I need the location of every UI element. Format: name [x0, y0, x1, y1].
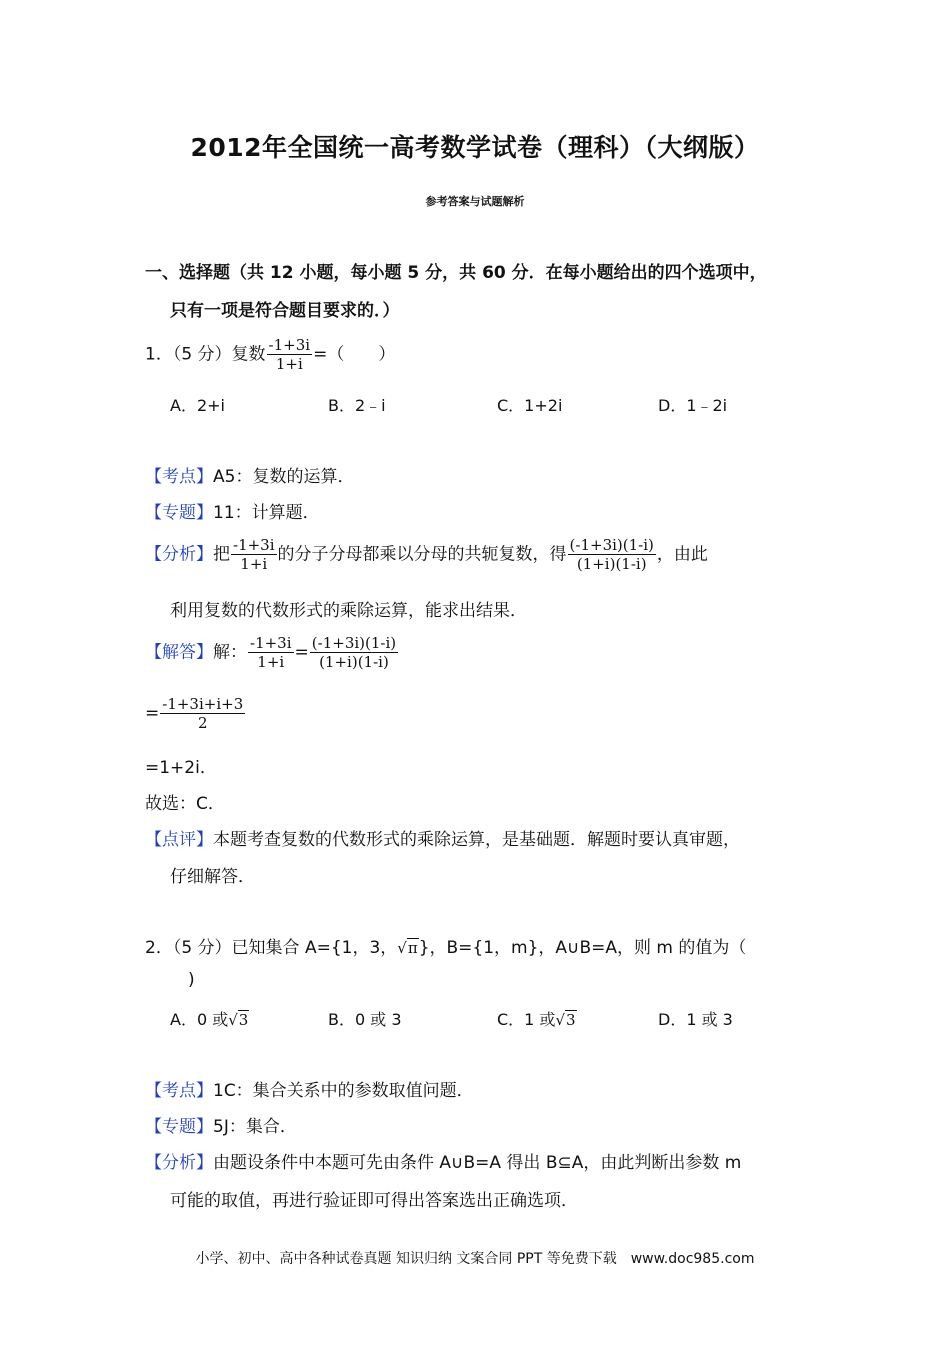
fraction-numerator: -1+3i: [250, 634, 292, 652]
fraction-denominator: 1+i: [240, 555, 268, 573]
fraction-denominator: 1+i: [275, 355, 303, 373]
dianping-tag: 【点评】: [145, 830, 213, 850]
q1-fenxi: [145, 536, 708, 573]
question-1-fraction: [267, 336, 313, 373]
fraction-numerator: -1+3i: [268, 336, 311, 354]
section-heading-line2: 只有一项是符合题目要求的．）: [170, 301, 400, 321]
q1-fenxi-line2: 利用复数的代数形式的乘除运算，能求出结果．: [170, 601, 527, 621]
q1-step-2: [145, 695, 246, 732]
question-2: [145, 933, 746, 958]
fraction-numerator: (-1+3i)(1-i): [569, 536, 654, 554]
fenxi-text-b: 的分子分母都乘以分母的共轭复数，得: [277, 544, 567, 565]
sqrt-3: √3: [228, 1011, 249, 1029]
q2-kaodian: [145, 1076, 474, 1101]
jieda-fraction-2: [310, 634, 398, 671]
q1-zhuanti: [145, 498, 320, 523]
jieda-fraction-1: [248, 634, 294, 671]
question-2-middle: }，B={1，m}，A∪B=A，则 m 的值为（: [418, 938, 747, 958]
sqrt-3: √3: [555, 1011, 576, 1029]
question-2-line2: ): [188, 970, 195, 990]
zhuanti-tag: 【专题】: [145, 503, 213, 523]
fenxi-fraction-1: [231, 536, 277, 573]
kaodian-text: 1C：集合关系中的参数取值问题．: [213, 1081, 474, 1101]
fraction-denominator: 1+i: [257, 653, 285, 671]
q1-step-3: =1+2i．: [145, 758, 217, 778]
zhuanti-tag: 【专题】: [145, 1117, 213, 1137]
q2-fenxi-line2: 可能的取值，再进行验证即可得出答案选出正确选项．: [170, 1191, 578, 1211]
q1-option-a: A．2+i: [170, 396, 225, 415]
q1-dianping: [145, 825, 740, 850]
option-a-text: A．0 或: [170, 1010, 229, 1029]
fraction-denominator: (1+i)(1-i): [319, 653, 389, 671]
fenxi-text: 由题设条件中本题可先由条件 A∪B=A 得出 B⊆A，由此判断出参数 m: [213, 1153, 742, 1173]
fraction-numerator: -1+3i: [233, 536, 275, 554]
page-title: 2012年全国统一高考数学试卷（理科）（大纲版）: [190, 133, 760, 162]
step-2-fraction: [160, 695, 245, 732]
question-2-prefix: 2．（5 分）已知集合 A={1，3，: [145, 938, 398, 958]
q2-fenxi: [145, 1148, 741, 1173]
question-1: [145, 336, 395, 373]
fenxi-text-c: ，由此: [656, 544, 708, 565]
fraction-denominator: (1+i)(1-i): [576, 555, 647, 573]
q1-answer: 故选：C．: [145, 794, 225, 814]
jieda-tag: 【解答】: [145, 642, 213, 663]
kaodian-text: A5：复数的运算．: [213, 467, 355, 487]
zhuanti-text: 11：计算题．: [213, 503, 320, 523]
option-c-text: C．1 或: [497, 1010, 556, 1029]
fenxi-fraction-2: [568, 536, 656, 573]
q1-dianping-line2: 仔细解答．: [170, 867, 255, 887]
section-heading-line1: 一、选择题（共 12 小题，每小题 5 分，共 60 分．在每小题给出的四个选项中，: [145, 263, 767, 283]
sqrt-radicand: 3: [238, 1011, 249, 1029]
q1-kaodian: [145, 462, 354, 487]
fraction-denominator: 2: [197, 714, 208, 732]
q1-jieda: [145, 634, 399, 671]
equals-sign: =: [294, 642, 309, 663]
fraction-numerator: -1+3i+i+3: [162, 695, 244, 713]
fenxi-tag: 【分析】: [145, 544, 213, 565]
q1-option-c: C．1+2i: [497, 396, 563, 415]
zhuanti-text: 5J：集合．: [213, 1117, 297, 1137]
page-subtitle: 参考答案与试题解析: [425, 195, 525, 208]
q1-option-d: D．1﹣2i: [658, 396, 728, 415]
q2-option-a: [170, 1007, 249, 1030]
question-1-suffix: =（ ）: [313, 344, 396, 365]
q2-zhuanti: [145, 1112, 297, 1137]
kaodian-tag: 【考点】: [145, 467, 213, 487]
q2-option-c: [497, 1007, 577, 1030]
q1-option-b: B．2﹣i: [328, 396, 386, 415]
fraction-numerator: (-1+3i)(1-i): [311, 634, 397, 652]
equals-sign: =: [145, 703, 160, 724]
q2-option-d: D．1 或 3: [658, 1010, 733, 1029]
fenxi-text-a: 把: [213, 544, 230, 565]
kaodian-tag: 【考点】: [145, 1081, 213, 1101]
sqrt-pi: √π: [397, 939, 418, 957]
question-1-prefix: 1．（5 分）复数: [145, 344, 266, 365]
fenxi-tag: 【分析】: [145, 1153, 213, 1173]
q2-option-b: B．0 或 3: [328, 1010, 402, 1029]
jieda-text: 解：: [213, 642, 247, 663]
footer-link[interactable]: 小学、初中、高中各种试卷真题 知识归纳 文案合同 PPT 等免费下载 www.doc985.com: [195, 1251, 755, 1267]
sqrt-radicand: 3: [566, 1011, 576, 1029]
dianping-text: 本题考查复数的代数形式的乘除运算，是基础题．解题时要认真审题，: [213, 830, 740, 850]
sqrt-radicand: π: [407, 939, 418, 957]
